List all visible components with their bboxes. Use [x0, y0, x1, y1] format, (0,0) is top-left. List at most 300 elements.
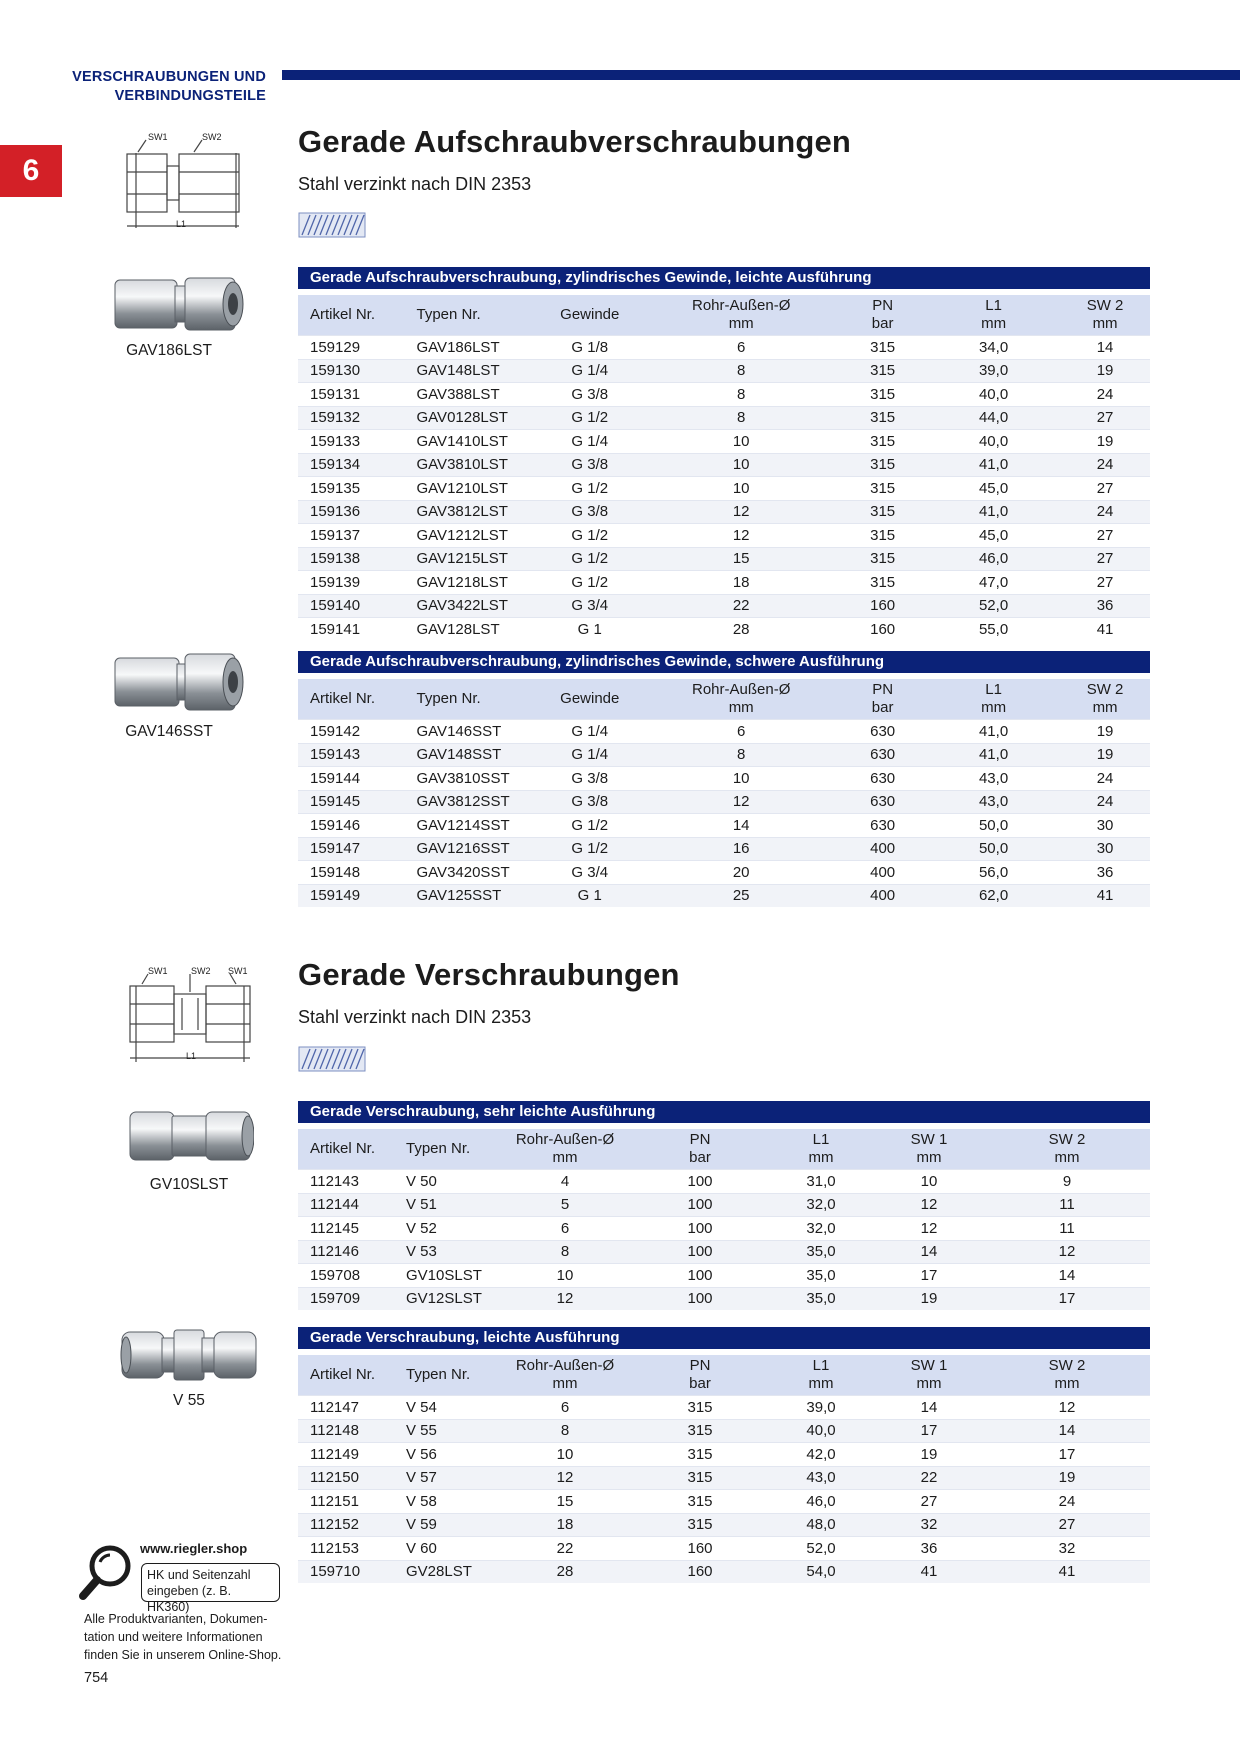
table-cell: G 3/4	[535, 594, 644, 618]
column-header	[1060, 295, 1150, 336]
column-header	[394, 1355, 498, 1396]
column-header-top: Rohr-Außen-Ø	[515, 1131, 615, 1148]
table-cell: 40,0	[927, 430, 1060, 454]
table-cell: 24	[984, 1490, 1150, 1514]
table-cell: V 57	[394, 1466, 498, 1490]
table-cell: 100	[632, 1193, 768, 1217]
table-row	[298, 524, 1150, 548]
table-cell: 39,0	[768, 1396, 874, 1420]
table-cell: 315	[838, 547, 927, 571]
table-cell: 54,0	[768, 1560, 874, 1583]
table-cell: 315	[838, 477, 927, 501]
page-number: 754	[84, 1670, 109, 1686]
column-header-top: Rohr-Außen-Ø	[692, 297, 791, 314]
column-header-top: PN	[689, 1131, 711, 1148]
table-header-row	[298, 295, 1150, 336]
table-cell: 28	[498, 1560, 632, 1583]
table-cell: 10	[644, 453, 838, 477]
table-row	[298, 814, 1150, 838]
column-header-unit: mm	[1054, 1375, 1080, 1392]
spec-table-leichte-aufschraub	[298, 295, 1150, 641]
table-row	[298, 1193, 1150, 1217]
table-cell: 315	[632, 1419, 768, 1443]
table-cell: 112147	[298, 1396, 394, 1420]
table-cell: 315	[632, 1443, 768, 1467]
table-cell: 15	[498, 1490, 632, 1514]
table-cell: 160	[632, 1560, 768, 1583]
table-cell: 10	[874, 1170, 984, 1194]
table-cell: 22	[498, 1537, 632, 1561]
table-row	[298, 1513, 1150, 1537]
table-cell: G 1	[535, 618, 644, 641]
table-cell: 19	[1060, 720, 1150, 744]
table-cell: G 1/2	[535, 524, 644, 548]
table-cell: 20	[644, 861, 838, 885]
table-cell: V 54	[394, 1396, 498, 1420]
column-header	[405, 679, 536, 720]
table-cell: 24	[1060, 790, 1150, 814]
column-header-top: SW 1	[910, 1357, 948, 1374]
table-cell: 160	[632, 1537, 768, 1561]
table-cell: GAV1210LST	[405, 477, 536, 501]
table-cell: 315	[838, 430, 927, 454]
table-cell: 36	[1060, 861, 1150, 885]
table-cell: 159138	[298, 547, 405, 571]
column-header	[535, 295, 644, 336]
table-cell: 14	[984, 1264, 1150, 1288]
table-cell: 159147	[298, 837, 405, 861]
column-header	[405, 295, 536, 336]
table-cell: GV10SLST	[394, 1264, 498, 1288]
table-cell: 43,0	[768, 1466, 874, 1490]
column-header-unit: mm	[916, 1149, 942, 1166]
table-row	[298, 477, 1150, 501]
table-cell: V 55	[394, 1419, 498, 1443]
table-cell: 6	[498, 1396, 632, 1420]
table-cell: 315	[838, 524, 927, 548]
table-cell: 315	[632, 1466, 768, 1490]
table-cell: 10	[498, 1443, 632, 1467]
table-cell: 630	[838, 743, 927, 767]
section-subtitle-verschraubungen: Stahl verzinkt nach DIN 2353	[298, 1007, 532, 1027]
table-cell: 17	[874, 1264, 984, 1288]
table-cell: 159134	[298, 453, 405, 477]
table-cell: 159129	[298, 336, 405, 360]
table-cell: GAV3420SST	[405, 861, 536, 885]
table-cell: V 56	[394, 1443, 498, 1467]
column-header-main: Artikel Nr.	[310, 690, 376, 707]
table-cell: 40,0	[927, 383, 1060, 407]
drawing-label-sw1-left: SW1	[148, 966, 168, 976]
table-cell: 159709	[298, 1287, 394, 1310]
table-cell: G 1/4	[535, 359, 644, 383]
table-cell: 315	[838, 500, 927, 524]
column-header	[838, 679, 927, 720]
table-cell: GAV0128LST	[405, 406, 536, 430]
table-row	[298, 1217, 1150, 1241]
column-header	[984, 1129, 1150, 1170]
table-row	[298, 1466, 1150, 1490]
column-header-main: Typen Nr.	[406, 1140, 471, 1157]
table-row	[298, 720, 1150, 744]
table-cell: 24	[1060, 453, 1150, 477]
table-cell: 8	[498, 1240, 632, 1264]
table-cell: 400	[838, 861, 927, 885]
table-cell: G 3/8	[535, 790, 644, 814]
table-cell: 315	[632, 1513, 768, 1537]
table-cell: 315	[838, 453, 927, 477]
table-row	[298, 1419, 1150, 1443]
table-row	[298, 1240, 1150, 1264]
table-cell: 27	[1060, 524, 1150, 548]
technical-drawing-verschraubung	[120, 962, 256, 1066]
column-header-unit: mm	[728, 315, 754, 332]
table-cell: 30	[1060, 814, 1150, 838]
column-header-unit: bar	[689, 1149, 711, 1166]
table-cell: 40,0	[768, 1419, 874, 1443]
column-header	[498, 1129, 632, 1170]
table-cell: 27	[1060, 547, 1150, 571]
column-header-top: L1	[812, 1357, 830, 1374]
table-cell: 31,0	[768, 1170, 874, 1194]
column-header	[394, 1129, 498, 1170]
table-cell: G 1/2	[535, 814, 644, 838]
column-header	[768, 1355, 874, 1396]
column-header-top: PN	[689, 1357, 711, 1374]
header-bar	[282, 70, 1240, 80]
product-label-gv10slst: GV10SLST	[149, 1176, 229, 1193]
table-cell: 315	[838, 571, 927, 595]
table-cell: 19	[984, 1466, 1150, 1490]
table-row	[298, 571, 1150, 595]
technical-drawing-aufschraub	[118, 128, 244, 234]
table-cell: GAV388LST	[405, 383, 536, 407]
column-header-top: SW 2	[1086, 297, 1124, 314]
table-row	[298, 618, 1150, 641]
table-cell: 100	[632, 1240, 768, 1264]
table-cell: 8	[498, 1419, 632, 1443]
table-cell: 159133	[298, 430, 405, 454]
section-title-aufschraub: Gerade Aufschraubverschraubungen	[298, 124, 852, 159]
column-header-top: PN	[872, 297, 894, 314]
table-cell: G 1/4	[535, 430, 644, 454]
table-cell: 34,0	[927, 336, 1060, 360]
table-cell: 48,0	[768, 1513, 874, 1537]
table-cell: 25	[644, 884, 838, 907]
table-cell: 12	[498, 1287, 632, 1310]
table-cell: 19	[1060, 430, 1150, 454]
column-header	[874, 1129, 984, 1170]
table-cell: 159708	[298, 1264, 394, 1288]
table-cell: G 1/2	[535, 477, 644, 501]
table-title-sehr-leichte: Gerade Verschraubung, sehr leichte Ausführung	[298, 1101, 1150, 1123]
table-cell: 159145	[298, 790, 405, 814]
table-cell: GAV148LST	[405, 359, 536, 383]
table-cell: 112149	[298, 1443, 394, 1467]
drawing-label-sw1-right: SW1	[228, 966, 248, 976]
table-cell: GAV3810SST	[405, 767, 536, 791]
table-cell: 22	[874, 1466, 984, 1490]
table-cell: 47,0	[927, 571, 1060, 595]
column-header	[1060, 679, 1150, 720]
spec-table-schwere-aufschraub	[298, 679, 1150, 907]
table-row	[298, 383, 1150, 407]
search-icon[interactable]	[78, 1542, 136, 1602]
table-row	[298, 1264, 1150, 1288]
product-label-gav186lst: GAV186LST	[126, 342, 212, 359]
product-image-v55	[120, 1322, 258, 1388]
table-cell: GAV146SST	[405, 720, 536, 744]
table-cell: 10	[498, 1264, 632, 1288]
product-label-v55: V 55	[173, 1392, 205, 1409]
drawing-label-sw2: SW2	[202, 132, 222, 142]
table-cell: 36	[874, 1537, 984, 1561]
column-header-unit: mm	[552, 1375, 578, 1392]
table-row	[298, 406, 1150, 430]
table-cell: G 3/8	[535, 383, 644, 407]
column-header-top: Rohr-Außen-Ø	[515, 1357, 615, 1374]
column-header	[298, 1355, 394, 1396]
drawing-label-sw2-middle: SW2	[191, 966, 211, 976]
shop-note-line-1: Alle Produktvarianten, Dokumen-	[84, 1612, 268, 1626]
column-header-unit: bar	[689, 1375, 711, 1392]
table-cell: 27	[874, 1490, 984, 1514]
shop-hint-line-2: eingeben (z. B. HK360)	[147, 1584, 232, 1614]
table-cell: G 1/2	[535, 547, 644, 571]
table-cell: 55,0	[927, 618, 1060, 641]
table-row	[298, 594, 1150, 618]
column-header-main: Typen Nr.	[416, 306, 481, 323]
table-cell: 159142	[298, 720, 405, 744]
table-row	[298, 1537, 1150, 1561]
table-row	[298, 1443, 1150, 1467]
section-subtitle-aufschraub: Stahl verzinkt nach DIN 2353	[298, 174, 532, 194]
table-header-row	[298, 1355, 1150, 1396]
table-cell: 159137	[298, 524, 405, 548]
table-cell: 24	[1060, 500, 1150, 524]
table-cell: 9	[984, 1170, 1150, 1194]
table-cell: 12	[984, 1240, 1150, 1264]
table-cell: 6	[498, 1217, 632, 1241]
column-header	[984, 1355, 1150, 1396]
table-cell: 160	[838, 594, 927, 618]
column-header	[298, 679, 405, 720]
table-cell: 12	[874, 1217, 984, 1241]
table-cell: 159144	[298, 767, 405, 791]
table-cell: V 60	[394, 1537, 498, 1561]
table-cell: 45,0	[927, 524, 1060, 548]
table-cell: G 1/8	[535, 336, 644, 360]
table-cell: 159131	[298, 383, 405, 407]
table-cell: 24	[1060, 767, 1150, 791]
table-cell: GAV1216SST	[405, 837, 536, 861]
column-header-top: L1	[985, 681, 1002, 698]
category-line-1: VERSCHRAUBUNGEN UND	[72, 69, 266, 85]
column-header	[632, 1129, 768, 1170]
section-title-verschraubungen: Gerade Verschraubungen	[298, 957, 680, 992]
table-cell: G 3/8	[535, 500, 644, 524]
table-cell: G 1/2	[535, 837, 644, 861]
column-header-unit: mm	[981, 699, 1007, 716]
table-cell: 315	[838, 406, 927, 430]
table-cell: GV28LST	[394, 1560, 498, 1583]
table-cell: 14	[874, 1396, 984, 1420]
product-label-gav146sst: GAV146SST	[125, 723, 213, 740]
column-header	[632, 1355, 768, 1396]
table-cell: 41	[1060, 618, 1150, 641]
table-row	[298, 500, 1150, 524]
table-cell: 28	[644, 618, 838, 641]
column-header	[927, 295, 1060, 336]
column-header-top: SW 2	[1048, 1357, 1086, 1374]
table-cell: 41,0	[927, 720, 1060, 744]
column-header-unit: mm	[916, 1375, 942, 1392]
table-cell: 8	[644, 406, 838, 430]
table-cell: 27	[1060, 477, 1150, 501]
table-cell: 112148	[298, 1419, 394, 1443]
table-cell: 62,0	[927, 884, 1060, 907]
table-cell: G 1/2	[535, 571, 644, 595]
table-cell: 159148	[298, 861, 405, 885]
column-header-top: SW 2	[1048, 1131, 1086, 1148]
table-cell: 630	[838, 790, 927, 814]
table-cell: 10	[644, 477, 838, 501]
column-header-main: Artikel Nr.	[310, 1366, 376, 1383]
column-header	[298, 1129, 394, 1170]
table-row	[298, 453, 1150, 477]
table-cell: 44,0	[927, 406, 1060, 430]
table-cell: V 59	[394, 1513, 498, 1537]
column-header	[535, 679, 644, 720]
table-title-leichte-aufschraub: Gerade Aufschraubverschraubung, zylindrisches Gewinde, leichte Ausführung	[298, 267, 1150, 289]
table-cell: 19	[1060, 743, 1150, 767]
column-header-top: SW 1	[910, 1131, 948, 1148]
column-header	[644, 295, 838, 336]
table-cell: 315	[632, 1490, 768, 1514]
table-cell: 315	[838, 383, 927, 407]
table-cell: 36	[1060, 594, 1150, 618]
table-cell: 112150	[298, 1466, 394, 1490]
column-header-unit: mm	[1054, 1149, 1080, 1166]
table-cell: GAV3812LST	[405, 500, 536, 524]
table-cell: GAV186LST	[405, 336, 536, 360]
table-cell: 32	[984, 1537, 1150, 1561]
table-cell: 19	[874, 1287, 984, 1310]
table-cell: 112151	[298, 1490, 394, 1514]
table-cell: G 1/2	[535, 406, 644, 430]
standard-stamp-icon	[298, 212, 366, 238]
table-cell: 43,0	[927, 767, 1060, 791]
column-header-unit: mm	[981, 315, 1007, 332]
table-cell: 14	[984, 1419, 1150, 1443]
table-cell: 32,0	[768, 1217, 874, 1241]
column-header	[298, 295, 405, 336]
table-cell: GAV1212LST	[405, 524, 536, 548]
table-row	[298, 790, 1150, 814]
column-header-unit: mm	[1092, 699, 1118, 716]
table-cell: 159136	[298, 500, 405, 524]
shop-note	[84, 1610, 304, 1664]
table-cell: V 53	[394, 1240, 498, 1264]
shop-note-line-3: finden Sie in unserem Online-Shop.	[84, 1648, 282, 1662]
table-cell: 100	[632, 1264, 768, 1288]
table-row	[298, 430, 1150, 454]
shop-link[interactable]: www.riegler.shop	[140, 1541, 248, 1556]
table-row	[298, 336, 1150, 360]
column-header-main: Typen Nr.	[406, 1366, 471, 1383]
shop-hint-box	[141, 1563, 280, 1614]
table-cell: 159143	[298, 743, 405, 767]
table-header-row	[298, 679, 1150, 720]
table-cell: 46,0	[927, 547, 1060, 571]
table-cell: 100	[632, 1217, 768, 1241]
column-header-unit: mm	[1092, 315, 1118, 332]
table-cell: 8	[644, 359, 838, 383]
table-cell: 27	[984, 1513, 1150, 1537]
product-image-gav146sst	[113, 650, 247, 716]
product-image-gav186lst	[113, 272, 247, 338]
table-cell: 12	[644, 500, 838, 524]
table-cell: 42,0	[768, 1443, 874, 1467]
table-cell: 41,0	[927, 453, 1060, 477]
table-cell: 11	[984, 1193, 1150, 1217]
table-cell: 43,0	[927, 790, 1060, 814]
spec-table-leichte	[298, 1355, 1150, 1583]
table-title-leichte: Gerade Verschraubung, leichte Ausführung	[298, 1327, 1150, 1349]
table-cell: GAV125SST	[405, 884, 536, 907]
table-row	[298, 837, 1150, 861]
table-row	[298, 743, 1150, 767]
table-cell: 56,0	[927, 861, 1060, 885]
table-cell: 11	[984, 1217, 1150, 1241]
shop-note-line-2: tation und weitere Informationen	[84, 1630, 263, 1644]
table-cell: 30	[1060, 837, 1150, 861]
table-cell: 112145	[298, 1217, 394, 1241]
table-cell: GAV1214SST	[405, 814, 536, 838]
table-cell: GAV3422LST	[405, 594, 536, 618]
table-cell: 35,0	[768, 1240, 874, 1264]
table-cell: 41	[984, 1560, 1150, 1583]
table-cell: 16	[644, 837, 838, 861]
spec-table-sehr-leichte	[298, 1129, 1150, 1310]
column-header-top: SW 2	[1086, 681, 1124, 698]
column-header-top: L1	[985, 297, 1002, 314]
table-cell: 19	[874, 1443, 984, 1467]
column-header-unit: mm	[808, 1149, 834, 1166]
table-cell: 4	[498, 1170, 632, 1194]
category-heading	[60, 68, 266, 106]
table-cell: 39,0	[927, 359, 1060, 383]
table-cell: V 51	[394, 1193, 498, 1217]
table-cell: 12	[984, 1396, 1150, 1420]
table-cell: 27	[1060, 406, 1150, 430]
column-header-main: Artikel Nr.	[310, 306, 376, 323]
table-cell: GAV1218LST	[405, 571, 536, 595]
table-cell: 10	[644, 767, 838, 791]
table-cell: 112144	[298, 1193, 394, 1217]
table-cell: 50,0	[927, 814, 1060, 838]
table-header-row	[298, 1129, 1150, 1170]
table-row	[298, 359, 1150, 383]
table-cell: G 1/4	[535, 720, 644, 744]
table-cell: 32	[874, 1513, 984, 1537]
table-cell: 8	[644, 383, 838, 407]
table-row	[298, 547, 1150, 571]
table-cell: 17	[984, 1443, 1150, 1467]
column-header-unit: mm	[808, 1375, 834, 1392]
table-cell: 6	[644, 720, 838, 744]
table-cell: 41	[874, 1560, 984, 1583]
